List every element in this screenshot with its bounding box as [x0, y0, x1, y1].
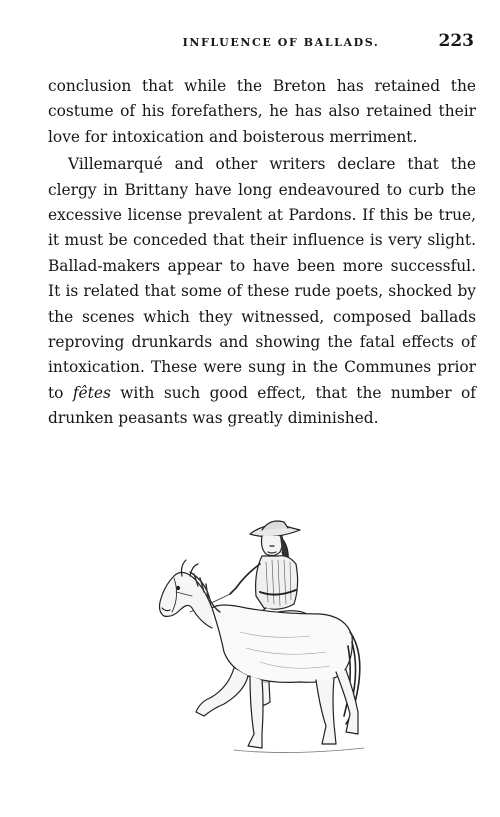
running-head [48, 30, 474, 54]
illustration-breton-rider-on-horse [150, 512, 365, 762]
paragraph-text-part2: with such good effect, that the number of drunken peasants was greatly diminished. [48, 383, 477, 428]
paragraph-villemarque [48, 152, 476, 431]
text-body [48, 74, 476, 432]
italic-fetes: fêtes [72, 383, 111, 402]
paragraph-text-part1: Villemarqué and other writers declare that the clergy in Brittany have long endeavoured to curb the excessive license prevalent at Pardons. If this be true, it must be conceded that their influence is very slight. Ballad-makers appear to have been more successful. It is related that some of these rude poets, shocked by the scenes which they witnessed, composed ballads reproving drunkards and showing the fatal effects of intoxication. These were sung in the Communes prior to [48, 155, 476, 402]
horse-front-leg [248, 676, 263, 748]
horse-hind-leg [316, 678, 336, 744]
horse-head [160, 572, 213, 628]
rider-jacket [256, 556, 298, 610]
ground [234, 748, 364, 753]
horse-front-leg-raised [196, 668, 248, 716]
paragraph-continuation: conclusion that while the Breton has retained the costume of his forefathers, he has also retained their love for intoxication and boisterous merriment. [48, 77, 476, 146]
running-title: INFLUENCE OF BALLADS. [182, 36, 380, 49]
page-number: 223 [438, 31, 474, 51]
